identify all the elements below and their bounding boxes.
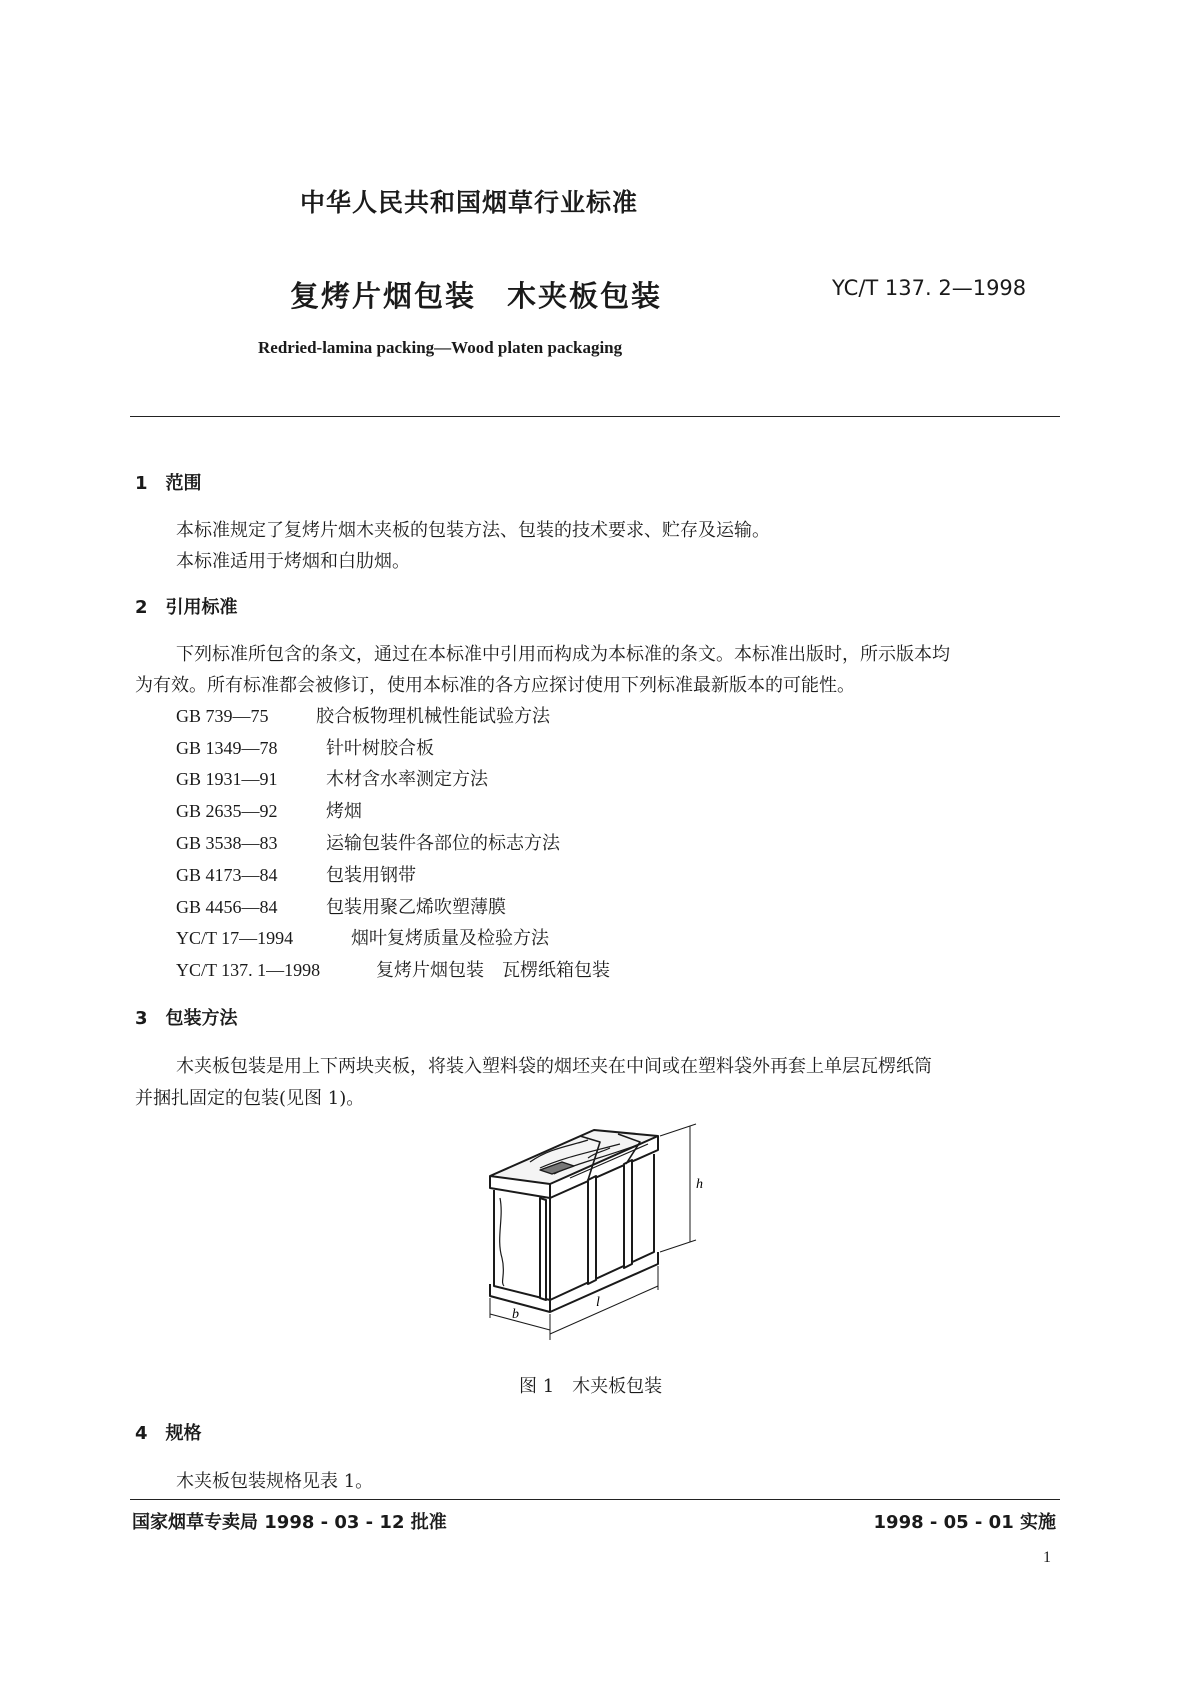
section-1-paragraph-2: 本标准适用于烤烟和白肋烟。	[176, 551, 410, 572]
section-2-heading: 2 引用标准	[135, 597, 238, 618]
reference-code: YC/T 17—1994	[176, 928, 294, 948]
standard-title: 复烤片烟包装 木夹板包装	[290, 279, 663, 313]
reference-code: GB 1349—78	[176, 738, 278, 758]
reference-title: 烟叶复烤质量及检验方法	[351, 928, 549, 949]
steel-strap	[540, 1198, 546, 1300]
reference-item	[176, 765, 488, 791]
reference-code: YC/T 137. 1—1998	[176, 960, 321, 980]
reference-item	[176, 797, 362, 823]
section-1-heading: 1 范围	[135, 473, 202, 494]
footer-divider	[130, 1499, 1060, 1500]
section-1-paragraph-1: 本标准规定了复烤片烟木夹板的包装方法、包装的技术要求、贮存及运输。	[176, 520, 770, 541]
reference-title: 针叶树胶合板	[326, 738, 434, 759]
reference-code: GB 4173—84	[176, 865, 278, 885]
dimension-h-label: h	[696, 1177, 703, 1192]
header-divider	[130, 416, 1060, 417]
reference-code: GB 2635—92	[176, 801, 278, 821]
reference-title: 包装用聚乙烯吹塑薄膜	[326, 897, 506, 918]
section-3-paragraph-line-1: 木夹板包装是用上下两块夹板，将装入塑料袋的烟坯夹在中间或在塑料袋外再套上单层瓦楞纸筒	[176, 1056, 932, 1077]
reference-item	[176, 829, 560, 855]
section-2-paragraph-line-1: 下列标准所包含的条文，通过在本标准中引用而构成为本标准的条文。本标准出版时，所示版本均	[176, 644, 950, 665]
reference-code: GB 3538—83	[176, 833, 278, 853]
reference-item	[176, 924, 549, 950]
section-4-heading: 4 规格	[135, 1423, 202, 1444]
reference-item	[176, 702, 550, 728]
reference-title: 复烤片烟包装 瓦楞纸箱包装	[376, 960, 610, 981]
approval-line: 国家烟草专卖局 1998 - 03 - 12 批准	[132, 1512, 447, 1533]
issuing-body-title: 中华人民共和国烟草行业标准	[300, 188, 639, 217]
reference-title: 胶合板物理机械性能试验方法	[316, 706, 550, 727]
english-title: Redried-lamina packing—Wood platen packaging	[258, 338, 623, 357]
reference-title: 木材含水率测定方法	[326, 769, 488, 790]
reference-item	[176, 734, 434, 760]
steel-strap	[588, 1176, 596, 1284]
reference-title: 烤烟	[326, 801, 362, 822]
reference-code: GB 739—75	[176, 706, 269, 726]
section-2-paragraph-line-2: 为有效。所有标准都会被修订，使用本标准的各方应探讨使用下列标准最新版本的可能性。	[135, 675, 855, 696]
reference-code: GB 1931—91	[176, 769, 278, 789]
reference-title: 运输包装件各部位的标志方法	[326, 833, 560, 854]
dimension-l-label: l	[596, 1295, 600, 1310]
reference-item	[176, 893, 506, 919]
reference-code: GB 4456—84	[176, 897, 278, 917]
figure-caption: 图 1 木夹板包装	[519, 1376, 663, 1397]
section-3-paragraph-line-2: 并捆扎固定的包装(见图 1)。	[135, 1088, 365, 1109]
reference-title: 包装用钢带	[326, 865, 416, 886]
section-3-heading: 3 包装方法	[135, 1008, 238, 1029]
wood-platen-package-figure	[470, 1118, 720, 1343]
section-4-paragraph: 木夹板包装规格见表 1。	[176, 1471, 374, 1492]
reference-item	[176, 956, 610, 982]
page-number: 1	[1043, 1549, 1051, 1566]
standard-code: YC/T 137. 2—1998	[832, 276, 1027, 300]
steel-strap	[624, 1160, 632, 1268]
dimension-b-label: b	[512, 1307, 519, 1322]
reference-item	[176, 861, 416, 887]
implementation-date: 1998 - 05 - 01 实施	[873, 1512, 1056, 1533]
